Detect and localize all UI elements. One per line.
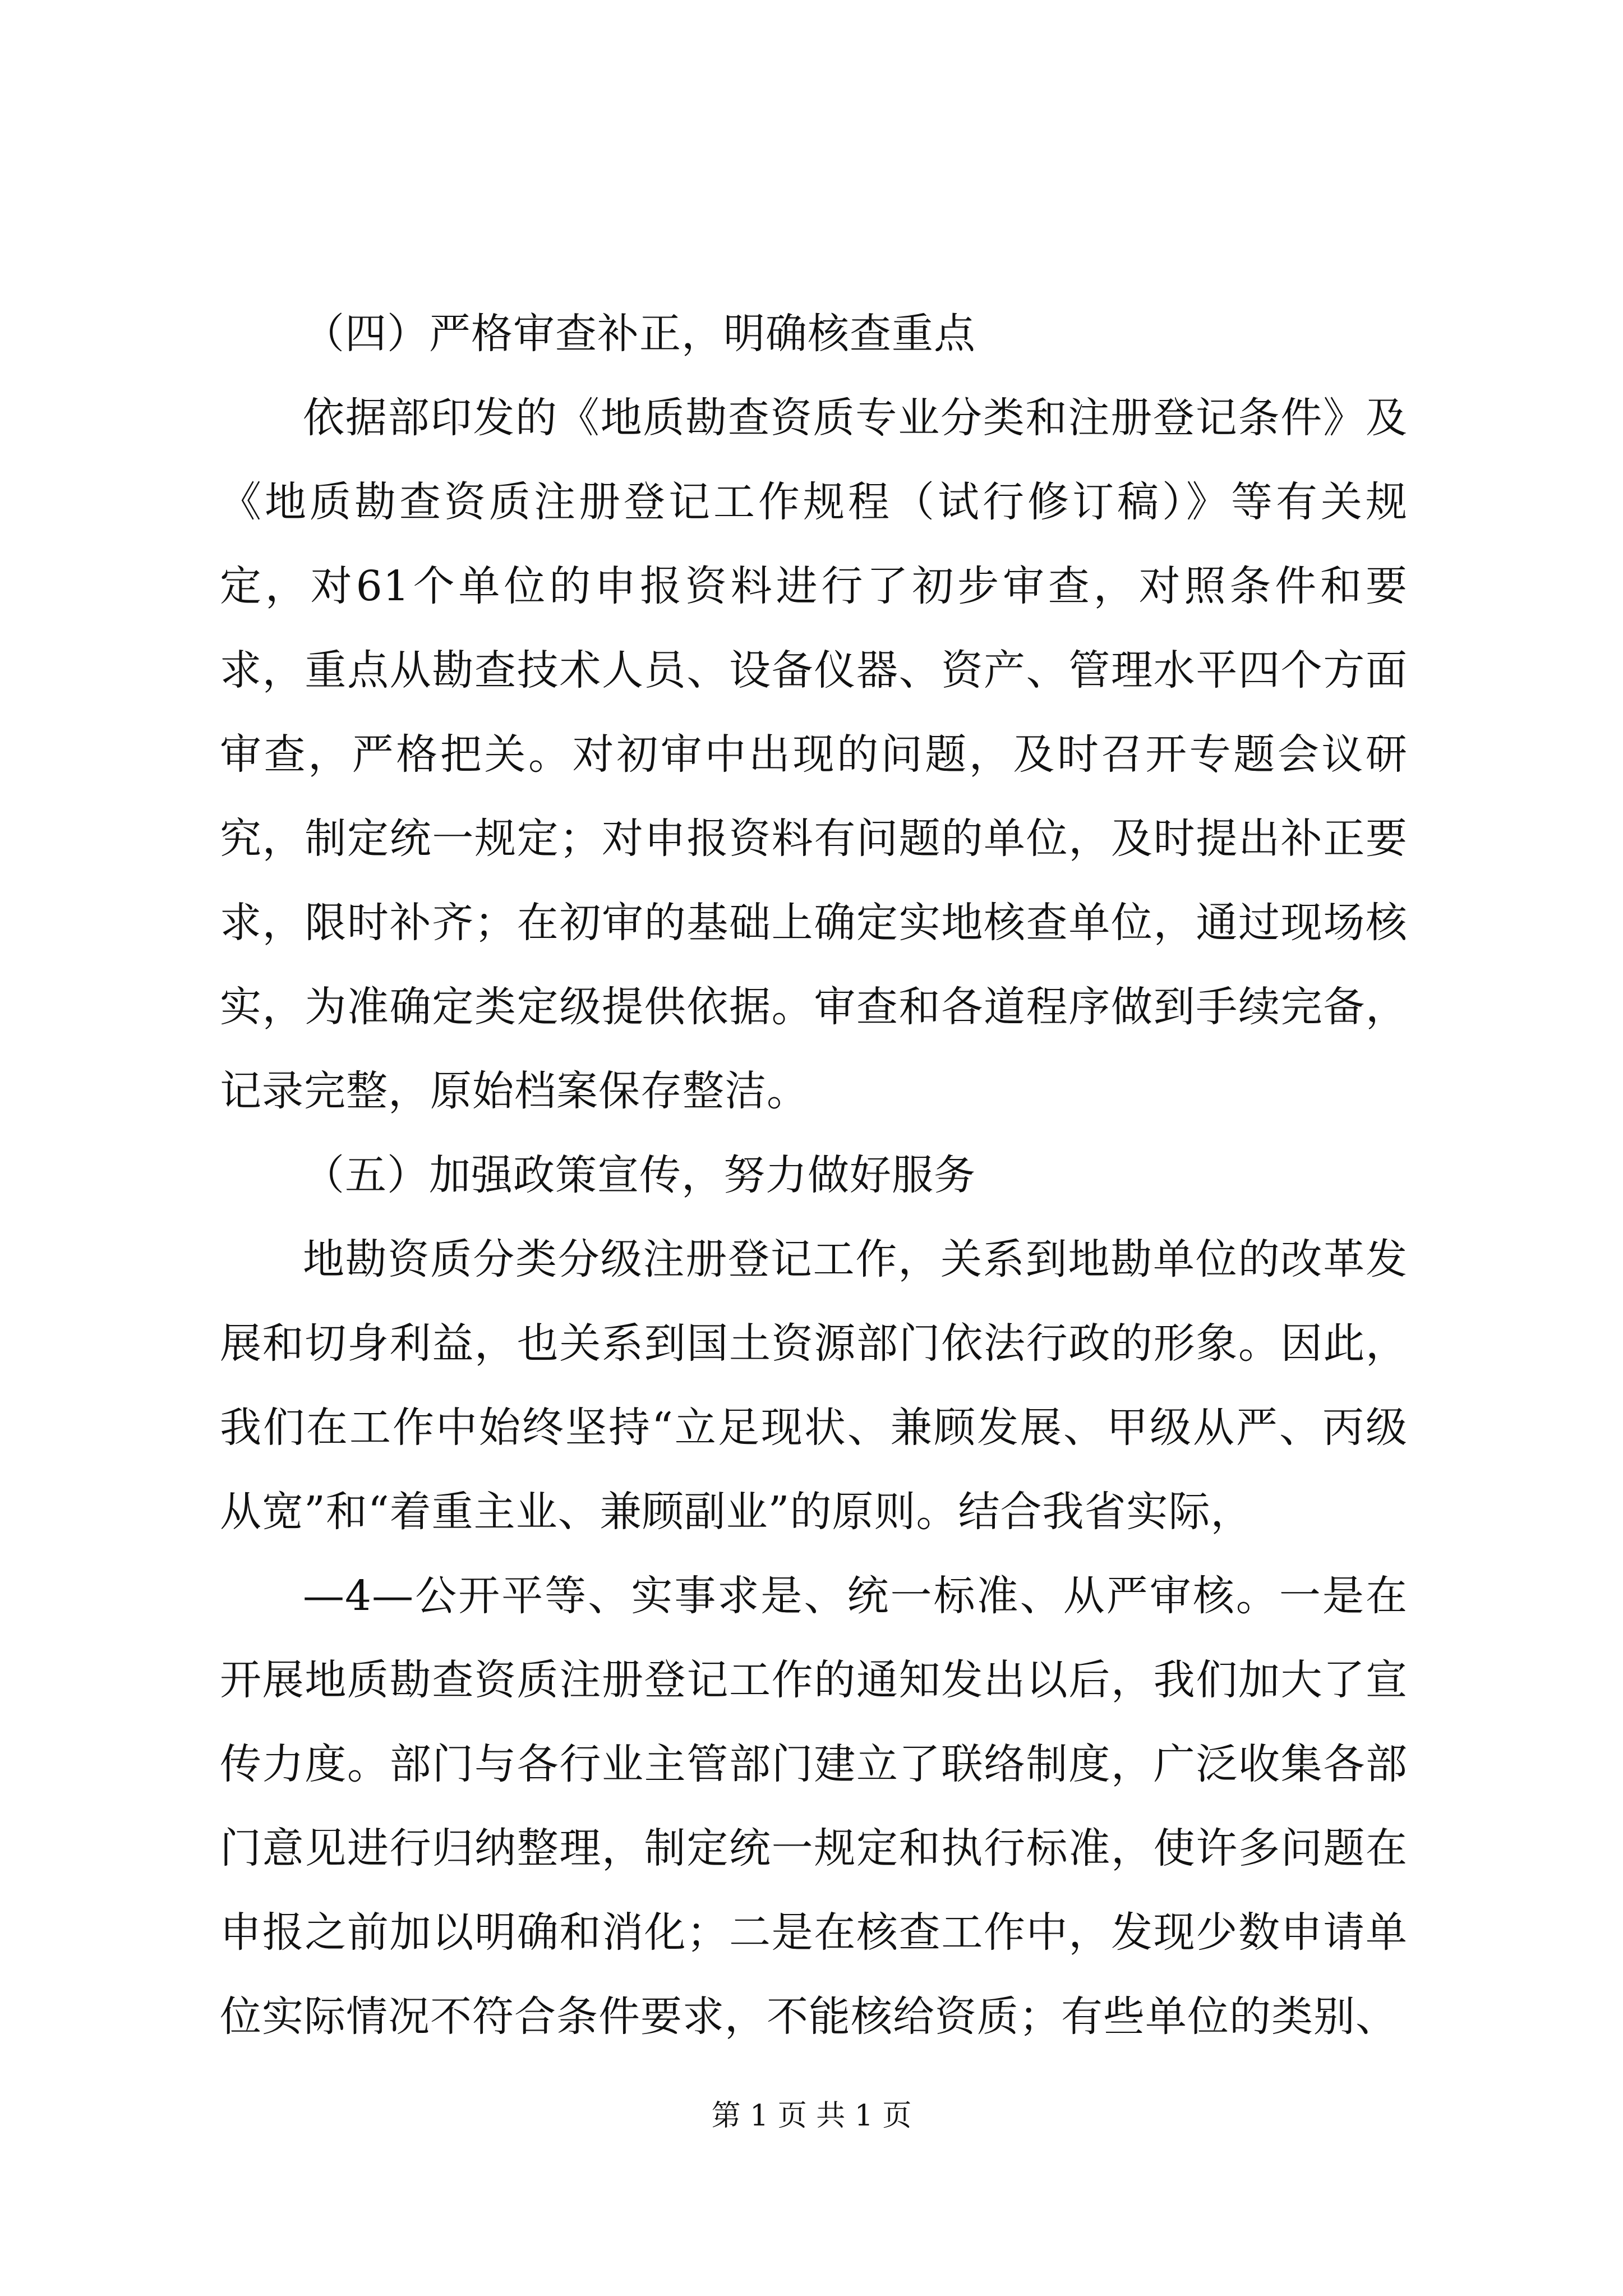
paragraph-service: —4—公开平等、实事求是、统一标准、从严审核。一是在开展地质勘查资质注册登记工作的通知发出以后，我们加大了宣传力度。部门与各行业主管部门建立了联络制度，广泛收集各部门意见进行归纳整理，制定统一规定和执行标准，使许多问题在申报之前加以明确和消化；二是在核查工作中，发现少数申请单位实际情况不符合条件要求，不能核给资质；有些单位的类别、 bbox=[220, 1572, 1408, 2041]
section-heading-5: （五）加强政策宣传，努力做好服务 bbox=[303, 1151, 976, 1199]
section-heading-4: （四）严格审查补正，明确核查重点 bbox=[303, 310, 976, 358]
paragraph-policy: 地勘资质分类分级注册登记工作，关系到地勘单位的改革发展和切身利益，也关系到国土资源部门依法行政的形象。因此，我们在工作中始终坚持“立足现状、兼顾发展、甲级从严、丙级从宽”和“着重主业、兼顾副业”的原则。结合我省实际， bbox=[220, 1235, 1408, 1536]
document-body bbox=[220, 292, 1408, 2059]
page-footer: 第 1 页 共 1 页 bbox=[711, 2099, 912, 2133]
paragraph-review: 依据部印发的《地质勘查资质专业分类和注册登记条件》及《地质勘查资质注册登记工作规程（试行修订稿）》等有关规定，对61个单位的申报资料进行了初步审查，对照条件和要求，重点从勘查技术人员、设备仪器、资产、管理水平四个方面审查，严格把关。对初审中出现的问题，及时召开专题会议研究，制定统一规定；对申报资料有问题的单位，及时提出补正要求，限时补齐；在初审的基础上确定实地核查单位，通过现场核实，为准确定类定级提供依据。审查和各道程序做到手续完备，记录完整，原始档案保存整洁。 bbox=[220, 394, 1408, 1115]
